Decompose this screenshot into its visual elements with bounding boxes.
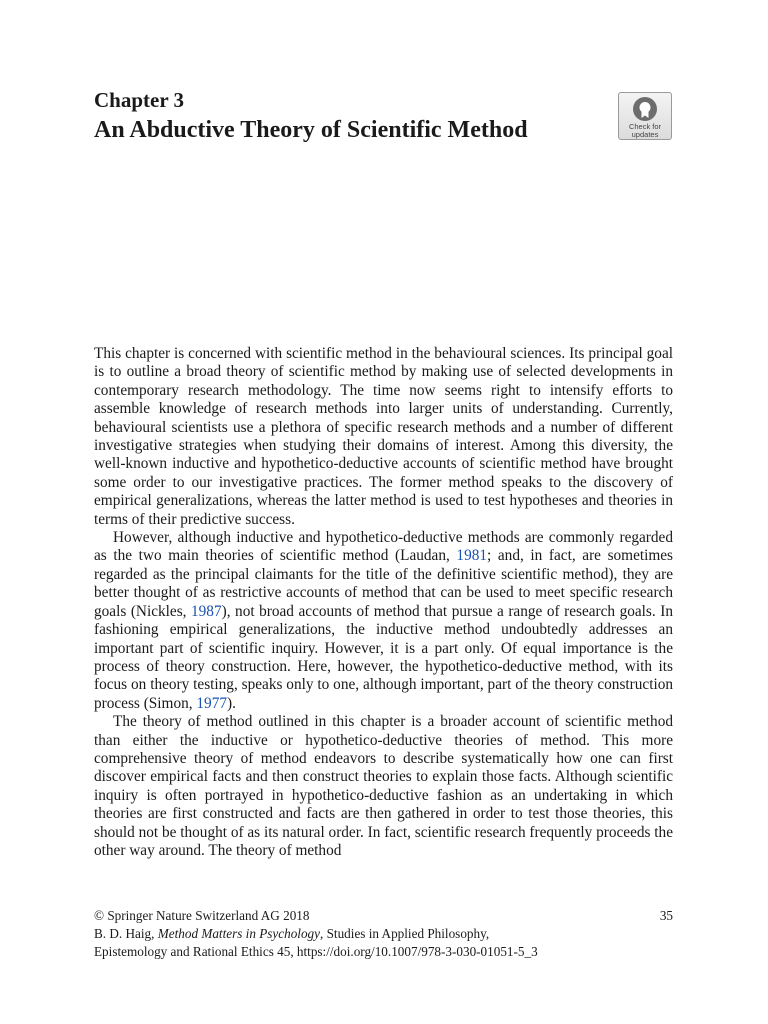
paragraph: [94, 345, 673, 529]
page-number: 35: [659, 908, 673, 923]
paragraph: [94, 529, 673, 713]
crossmark-icon: [632, 96, 658, 122]
author: B. D. Haig,: [94, 926, 158, 941]
paragraph-text: ).: [227, 694, 236, 712]
check-for-updates-badge[interactable]: [618, 92, 672, 140]
paragraph-text: The theory of method outlined in this chapter is a broader account of scientific method than either the inductive or hypothetico-deductive theories of method. This more comprehensive theory of method endeavors to describe systematically how one can first discover empirical facts and then construct theories to explain those facts. Although scientific inquiry is often portrayed in hypothetico-deductive fashion as an undertaking in which theories are first constructed and facts are then gathered in order to test those theories, this should not be thought of as its natural order. In fact, scientific research frequently proceeds the other way around. The theory of method: [94, 713, 673, 859]
paragraph-text: This chapter is concerned with scientific method in the behavioural sciences. Its principal goal is to outline a broad theory of scientific method by making use of selected developments in contemporary research methodology. The time now seems right to intensify efforts to assemble knowledge of research methods into larger units of understanding. Currently, behavioural scientists use a plethora of specific research methods and a number of different investigative strategies when studying their domains of interest. Among this diversity, the well-known inductive and hypothetico-deductive accounts of scientific method have brought some order to our investigative practices. The former method speaks to the discovery of empirical generalizations, whereas the latter method is used to test hypotheses and theories in terms of their predictive success.: [94, 345, 673, 528]
badge-text-line1: Check for: [628, 122, 662, 131]
paragraph-text: However, although inductive and hypothetico-deductive methods are commonly regarded as the two main theories of scientific method (Laudan,: [94, 529, 673, 565]
page-footer: [94, 907, 673, 961]
paragraph: [94, 713, 673, 860]
copyright-notice: © Springer Nature Switzerland AG 2018: [94, 908, 310, 923]
paragraph-text: ), not broad accounts of method that pursue a range of research goals. In fashioning empirical generalizations, the inductive method undoubtedly addresses an important part of scientific inquiry. However, it is a part only. Of equal importance is the process of theory construction. Here, however, the hypothetico-deductive method, with its focus on theory testing, speaks only to one, although important, part of the theory construction process (Simon,: [94, 602, 673, 712]
citation-link[interactable]: 1977: [196, 694, 227, 712]
chapter-label: Chapter 3: [94, 88, 185, 112]
paragraph-text: ; and, in fact, are sometimes regarded as the principal claimants for the title of the definitive scientific method), they are better thought of as restrictive accounts of method that can be used to meet specific research goals (Nickles,: [94, 547, 674, 620]
badge-text-line2: updates: [631, 130, 659, 139]
citation-link[interactable]: 1987: [191, 602, 222, 620]
doi-line: Epistemology and Rational Ethics 45, https://doi.org/10.1007/978-3-030-01051-5_3: [94, 944, 538, 959]
book-title: Method Matters in Psychology: [157, 926, 320, 941]
citation-link[interactable]: 1981: [456, 547, 488, 565]
series-info: , Studies in Applied Philosophy,: [320, 926, 490, 941]
chapter-title: An Abductive Theory of Scientific Method: [94, 117, 528, 143]
body-text: [94, 345, 673, 860]
